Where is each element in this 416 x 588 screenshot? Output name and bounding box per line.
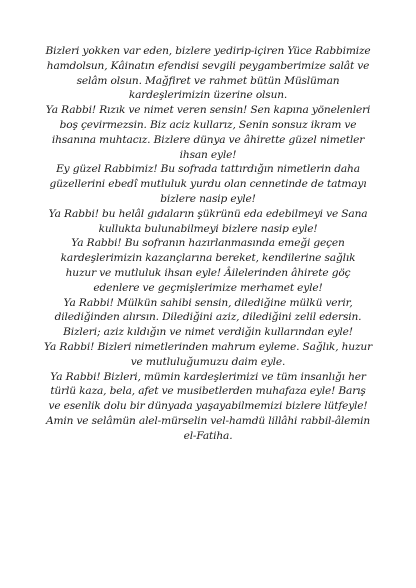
paragraph-nimet: Ya Rabbi! Bizleri nimetlerinden mahrum eyleme. Sağlık, huzur ve mutluluğumuzu daim eyle. <box>44 340 372 368</box>
paragraph-guzel-rabbimiz: Ey güzel Rabbimiz! Bu sofrada tattırdığın nimetlerin daha güzellerini ebedî mutluluk yurdu olan cennetinde de tatmayı bizlere nasip eyle! <box>49 163 367 205</box>
paragraph-rizik: Ya Rabbi! Rızık ve nimet veren sensin! Sen kapına yönelenleri boş çevirmezsin. Biz aciz kullarız, Senin sonsuz ikram ve ihsanına muhtacız. Bizlere dünya ve âhirette güzel nimetler ihsan eyle! <box>45 104 371 161</box>
paragraph-opening: Bizleri yokken var eden, bizlere yedirip-içiren Yüce Rabbimize hamdolsun, Kâinatın efendisi sevgili peygamberimize salât ve selâm olsun. Mağfiret ve rahmet bütün Müslüman kardeşlerimizin üzerine olsun. <box>45 45 371 102</box>
paragraph-closing: Amin ve selâmün alel-mürselin vel-hamdü lillâhi rabbil-âlemin el-Fatiha. <box>45 414 371 442</box>
paragraph-muhafaza: Ya Rabbi! Bizleri, mümin kardeşlerimizi ve tüm insanlığı her türlü kaza, bela, afet ve musibetlerden muhafaza eyle! Barış ve esenlik dolu bir dünyada yaşayabilmemizi bizlere lütfeyle! <box>48 370 368 413</box>
paragraph-sofra: Ya Rabbi! Bu sofranın hazırlanmasında emeği geçen kardeşlerimizin kazançlarına bereket, kendilerine sağlık huzur ve mutluluk ihsan eyle! Âilelerinden âhirete göç edenlere ve geçmişlerimize merhamet eyle! <box>60 237 356 294</box>
prayer-text <box>44 44 372 444</box>
paragraph-mulk: Ya Rabbi! Mülkün sahibi sensin, dilediğine mülkü verir, dilediğinden alırsın. Dilediğini aziz, dilediğini zelil edersin. Bizleri; aziz kıldığın ve nimet verdiğin kullarından eyle! <box>54 296 362 339</box>
paragraph-sukur: Ya Rabbi! bu helâl gıdaların şükrünü eda edebilmeyi ve Sana kullukta bulunabilmeyi bizlere nasip eyle! <box>48 207 368 235</box>
